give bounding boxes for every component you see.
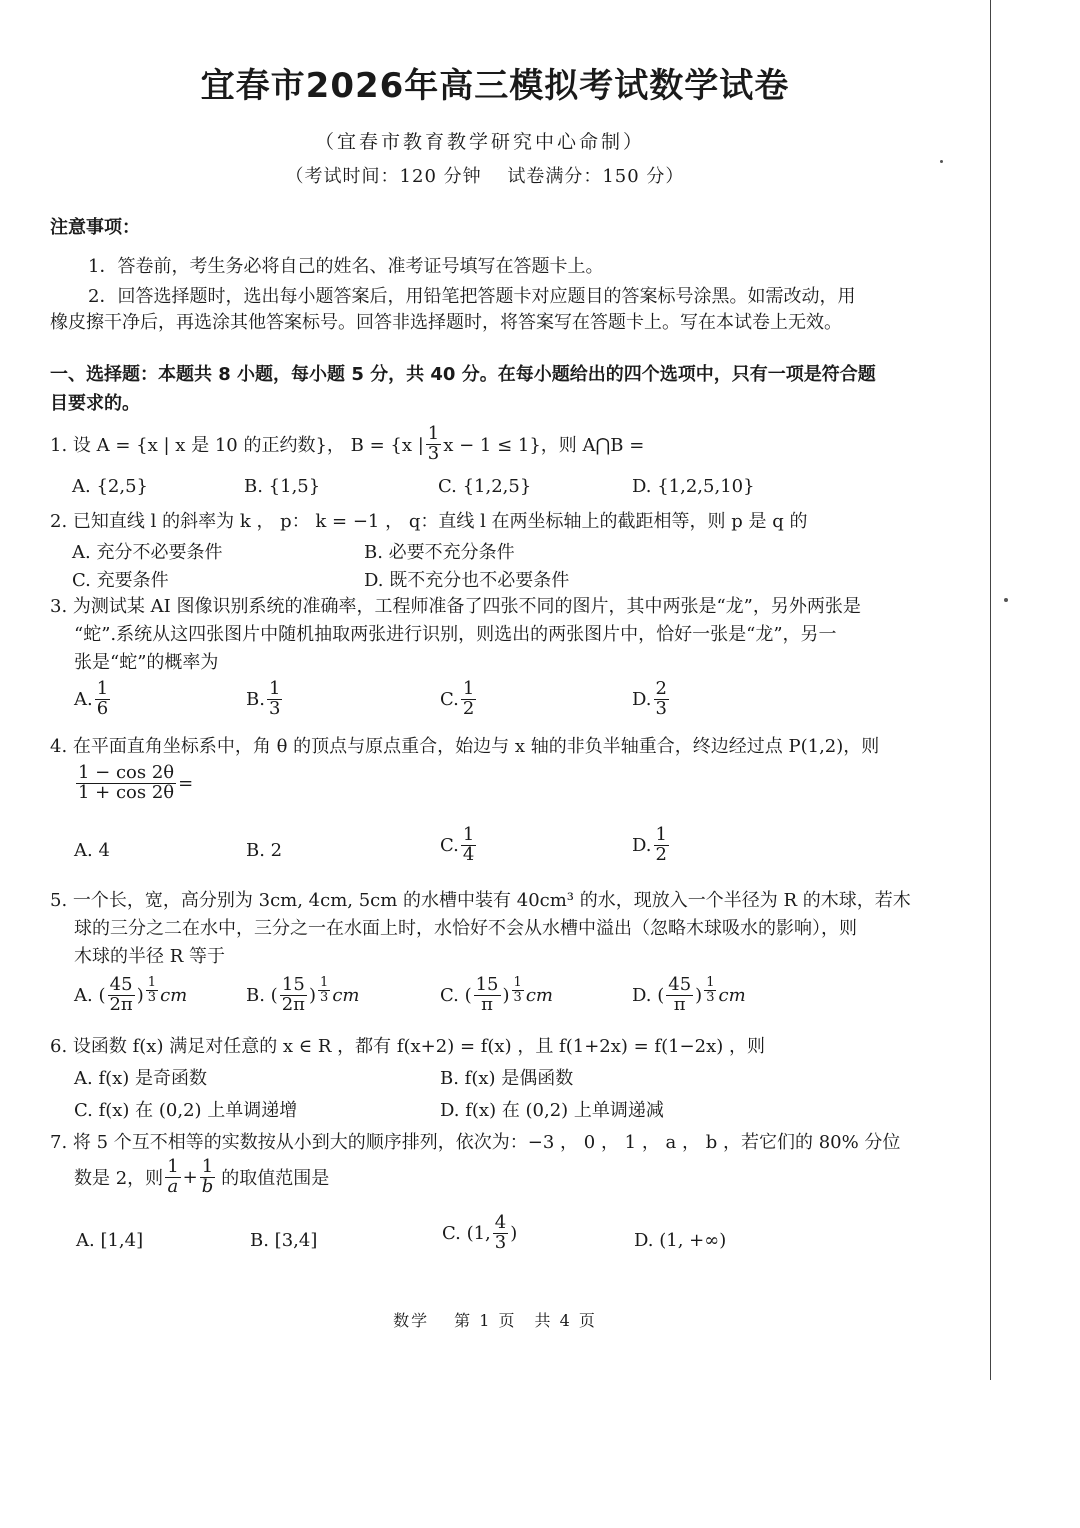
q4-option-a: A. 4: [74, 840, 110, 861]
q7-option-b: B. [3,4]: [250, 1230, 318, 1251]
question-4-line1: 4. 在平面直角坐标系中，角 θ 的顶点与原点重合，始边与 x 轴的非负半轴重合，终边经过点 P(1,2)，则: [50, 736, 880, 757]
exam-info: （考试时间：120 分钟 试卷满分：150 分）: [285, 166, 685, 187]
notice-item-2-line1: 2．回答选择题时，选出每小题答案后，用铅笔把答题卡对应题目的答案标号涂黑。如需改动，用: [88, 286, 856, 307]
q6-option-c: C. f(x) 在 (0,2) 上单调递增: [74, 1100, 298, 1121]
q2-option-b: B. 必要不充分条件: [364, 542, 515, 563]
q5-option-d: D. ( $\frac{45}{\pi}$ ) $\frac{1}{3}$ cm: [632, 974, 746, 1015]
q1-stem-post: x − 1 ≤ 1}，则 A⋂B =: [443, 435, 645, 457]
question-6-stem: 6. 设函数 f(x) 满足对任意的 x ∈ R ，都有 f(x+2) = f(x) ，且 f(1+2x) = f(1−2x) ，则: [50, 1036, 765, 1057]
q2-option-d: D. 既不充分也不必要条件: [364, 570, 570, 591]
question-2-stem: 2. 已知直线 l 的斜率为 k ， p： k = −1 ， q：直线 l 在两坐标轴上的截距相等，则 p 是 q 的: [50, 511, 808, 532]
page-footer: 数学 第 1 页 共 4 页: [393, 1311, 597, 1330]
q1-option-a: A. {2,5}: [72, 476, 148, 497]
notice-item-1: 1．答卷前，考生务必将自己的姓名、准考证号填写在答题卡上。: [88, 256, 604, 277]
question-5-line3: 木球的半径 R 等于: [74, 946, 225, 967]
question-5-line2: 球的三分之二在水中，三分之一在水面上时，水恰好不会从水槽中溢出（忽略木球吸水的影响），则: [74, 918, 857, 939]
q7-option-c: C. (1, $\frac{4}{3}$ ): [442, 1212, 518, 1253]
q2-option-c: C. 充要条件: [72, 570, 169, 591]
q7-option-d: D. (1, +∞): [634, 1230, 727, 1251]
q1-fraction: $\frac{1}{3}$: [427, 423, 440, 464]
q4-option-b: B. 2: [246, 840, 283, 861]
question-1-stem: [50, 425, 644, 464]
page-edge-line: [990, 0, 991, 1380]
q1-option-c: C. {1,2,5}: [438, 476, 532, 497]
q1-option-d: D. {1,2,5,10}: [632, 476, 755, 497]
q4-option-c: C. $\frac{1}{4}$: [440, 824, 475, 865]
question-4-fraction: $\frac{1 - \cos 2\theta}{1 + \cos 2\theta}$ =: [78, 762, 194, 803]
notice-item-2-line2: 橡皮擦干净后，再选涂其他答案标号。回答非选择题时，将答案写在答题卡上。写在本试卷上无效。: [50, 312, 842, 333]
q4-option-d: D. $\frac{1}{2}$: [632, 824, 667, 865]
q6-option-d: D. f(x) 在 (0,2) 上单调递减: [440, 1100, 664, 1121]
page-title: 宜春市2026年高三模拟考试数学试卷: [200, 66, 790, 106]
section1-line1: 一、选择题：本题共 8 小题，每小题 5 分，共 40 分。在每小题给出的四个选项中，只有一项是符合题: [50, 364, 876, 385]
question-7-line1: 7. 将 5 个互不相等的实数按从小到大的顺序排列，依次为：−3 ， 0 ， 1 ， a ， b ，若它们的 80% 分位: [50, 1132, 901, 1153]
question-3-line2: “蛇”.系统从这四张图片中随机抽取两张进行识别，则选出的两张图片中，恰好一张是“龙”，另一: [74, 624, 837, 645]
q3-option-c: C. $\frac{1}{2}$: [440, 678, 475, 719]
q5-option-c: C. ( $\frac{15}{\pi}$ ) $\frac{1}{3}$ cm: [440, 974, 553, 1015]
q6-option-a: A. f(x) 是奇函数: [74, 1068, 208, 1089]
q7-option-a: A. [1,4]: [76, 1230, 144, 1251]
q6-option-b: B. f(x) 是偶函数: [440, 1068, 574, 1089]
question-5-line1: 5. 一个长，宽，高分别为 3cm, 4cm, 5cm 的水槽中装有 40cm³ 的水，现放入一个半径为 R 的木球，若木: [50, 890, 911, 911]
q3-option-a: A. $\frac{1}{6}$: [74, 678, 109, 719]
q3-option-d: D. $\frac{2}{3}$: [632, 678, 667, 719]
section1-line2: 目要求的。: [50, 393, 140, 414]
q2-option-a: A. 充分不必要条件: [72, 542, 223, 563]
question-3-line1: 3. 为测试某 AI 图像识别系统的准确率，工程师准备了四张不同的图片，其中两张是“龙”，另外两张是: [50, 596, 861, 617]
subtitle: （宜春市教育教学研究中心命制）: [314, 131, 645, 153]
question-7-line2: 数是 2，则 $\frac{1}{a}$ + $\frac{1}{b}$ 的取值范围是: [74, 1156, 330, 1197]
q1-option-b: B. {1,5}: [244, 476, 321, 497]
q1-stem-pre: 1. 设 A = {x | x 是 10 的正约数}， B = {x |: [50, 435, 424, 457]
question-3-line3: 张是“蛇”的概率为: [74, 652, 219, 673]
notice-heading: 注意事项：: [50, 217, 140, 238]
q5-option-a: A. ( $\frac{45}{2\pi}$ ) $\frac{1}{3}$ cm: [74, 974, 188, 1015]
q5-option-b: B. ( $\frac{15}{2\pi}$ ) $\frac{1}{3}$ cm: [246, 974, 360, 1015]
scan-speck: [1004, 598, 1008, 602]
q3-option-b: B. $\frac{1}{3}$: [246, 678, 281, 719]
